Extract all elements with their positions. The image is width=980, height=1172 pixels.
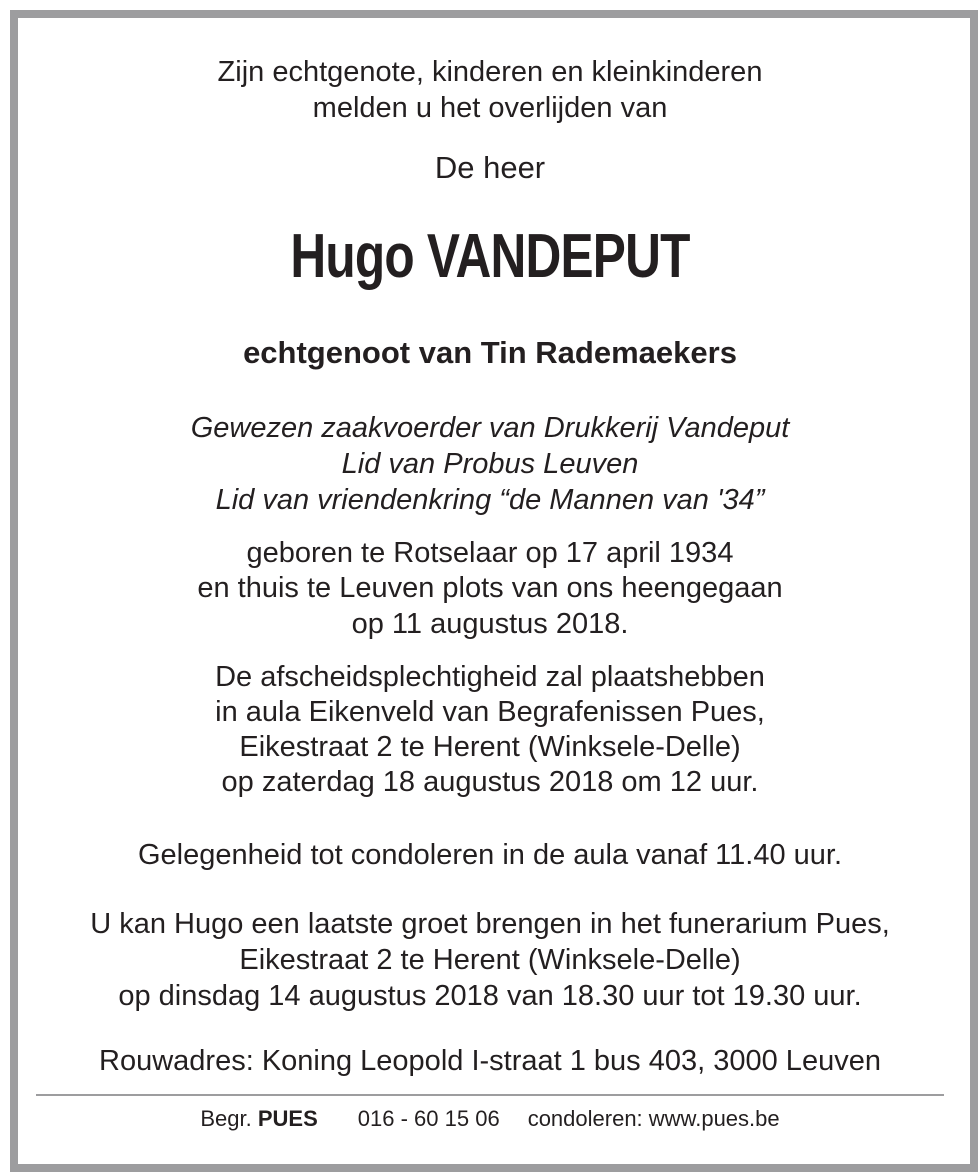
ceremony-line-3: Eikestraat 2 te Herent (Winksele-Delle) [239, 731, 741, 763]
farewell-line-1: U kan Hugo een laatste groet brengen in het funerarium Pues, [90, 908, 890, 940]
deceased-name: Hugo VANDEPUT [290, 222, 690, 291]
funeral-company: PUES [257, 1106, 318, 1131]
farewell-line-2: Eikestraat 2 te Herent (Winksele-Delle) [239, 944, 741, 976]
footer-prefix: Begr. [200, 1106, 252, 1131]
ceremony-line-4: op zaterdag 18 augustus 2018 om 12 uur. [221, 766, 759, 798]
farewell-line-3: op dinsdag 14 augustus 2018 van 18.30 uur tot 19.30 uur. [118, 980, 862, 1012]
birth-line-2: en thuis te Leuven plots van ons heengegaan [197, 572, 783, 604]
mourning-address: Rouwadres: Koning Leopold I-straat 1 bus 403, 3000 Leuven [99, 1045, 881, 1077]
birth-line-1: geboren te Rotselaar op 17 april 1934 [246, 537, 734, 569]
role-line-1: Gewezen zaakvoerder van Drukkerij Vandeput [190, 412, 790, 444]
intro-line-2: melden u het overlijden van [312, 92, 668, 124]
footer [0, 1104, 980, 1134]
birth-line-3: op 11 augustus 2018. [351, 608, 629, 640]
footer-phone: 016 - 60 15 06 [357, 1106, 500, 1131]
footer-condole-link[interactable]: condoleren: www.pues.be [527, 1106, 780, 1131]
ceremony-line-2: in aula Eikenveld van Begrafenissen Pues, [215, 696, 765, 728]
intro-line-1: Zijn echtgenote, kinderen en kleinkinderen [217, 56, 763, 88]
condolence-line: Gelegenheid tot condoleren in de aula vanaf 11.40 uur. [137, 839, 843, 871]
role-line-2: Lid van Probus Leuven [341, 448, 639, 480]
role-line-3: Lid van vriendenkring “de Mannen van '34” [215, 484, 765, 516]
honorific: De heer [434, 150, 546, 185]
spouse-line: echtgenoot van Tin Rademaekers [243, 335, 737, 370]
ceremony-line-1: De afscheidsplechtigheid zal plaatshebben [215, 661, 765, 693]
footer-divider [36, 1094, 944, 1096]
